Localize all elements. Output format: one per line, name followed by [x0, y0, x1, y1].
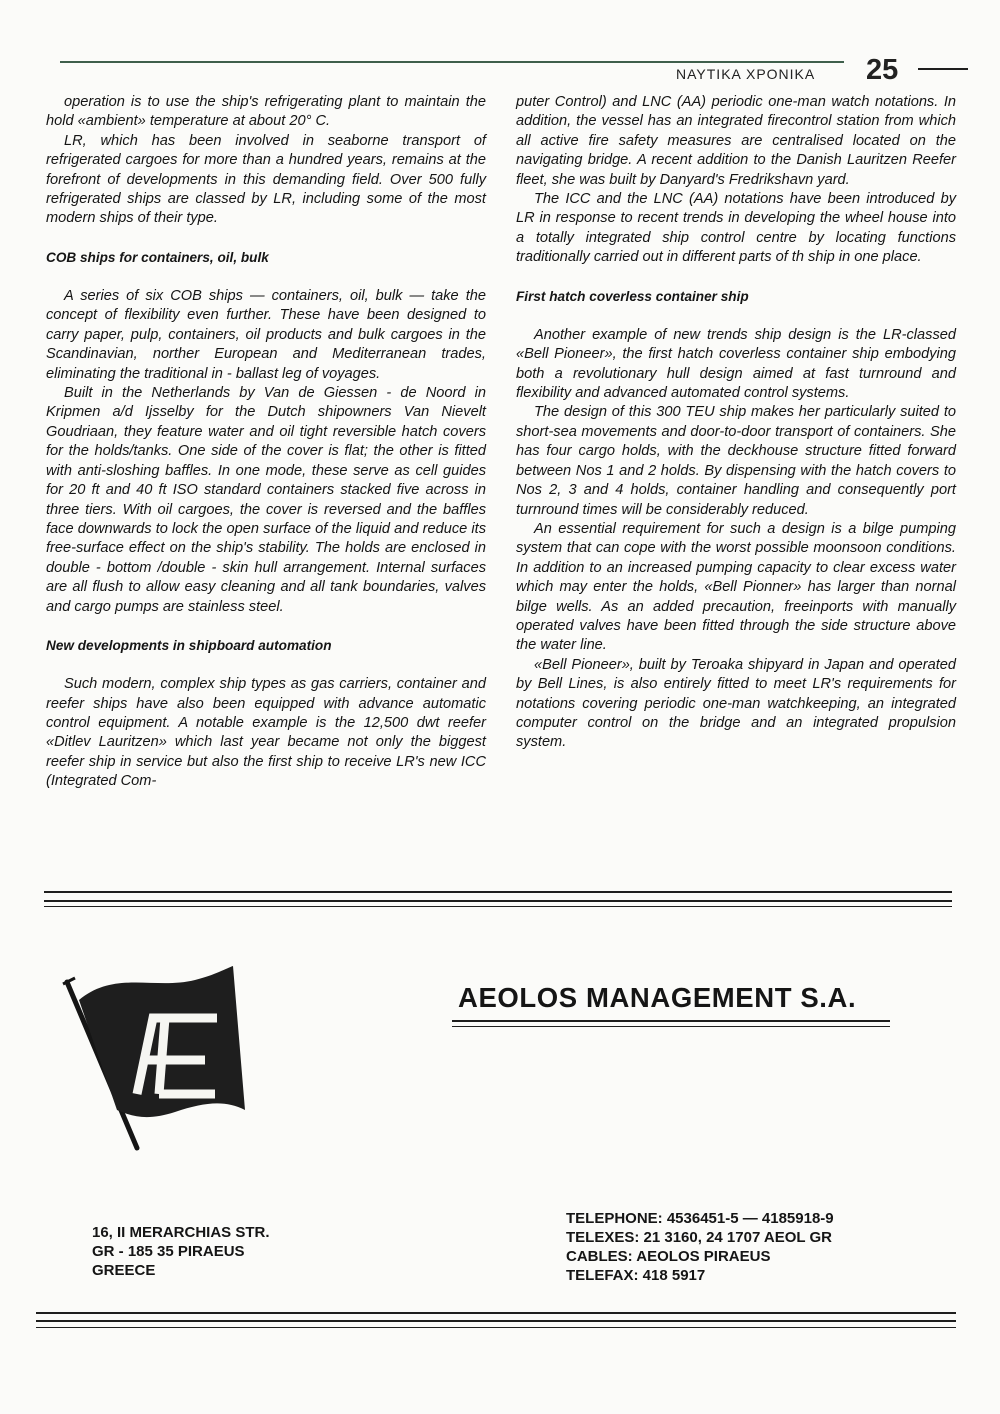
address-block	[92, 1223, 270, 1280]
advert-rule-bottom-3	[36, 1327, 956, 1328]
paragraph: The ICC and the LNC (AA) notations have been introduced by LR in response to recent trends in developing the wheel house into a totally integrated ship control centre by locating functions traditionally carried out in different parts of th ship in one place.	[516, 191, 956, 266]
address-line: GREECE	[92, 1262, 156, 1279]
telephone: TELEPHONE: 4536451-5 — 4185918-9	[566, 1210, 834, 1227]
advert-rule-bottom-2	[36, 1320, 956, 1322]
page-number: 25	[866, 54, 899, 86]
telexes: TELEXES: 21 3160, 24 1707 AEOL GR	[566, 1229, 832, 1246]
cables: CABLES: AEOLOS PIRAEUS	[566, 1248, 771, 1265]
header-rule-left	[60, 61, 844, 63]
contacts-block	[566, 1209, 834, 1285]
paragraph: Another example of new trends ship design is the LR-classed «Bell Pioneer», the first hatch coverless container ship embodying both a revolutionary hull design aimed at fast turnround and flexibility and advanced automated control systems.	[516, 326, 956, 402]
flag-logo	[55, 960, 255, 1160]
paragraph: A series of six COB ships — containers, oil, bulk — take the concept of flexibility even further. These have been designed to carry paper, pulp, containers, oil products and bulk cargoes in the Scandinavian, norther European and Mediterranean trades, eliminating the traditional in - ballast leg of voyages.	[46, 288, 486, 382]
section-heading: New developments in shipboard automation	[46, 638, 332, 654]
company-name: AEOLOS MANAGEMENT S.A.	[458, 982, 857, 1013]
address-line: GR - 185 35 PIRAEUS	[92, 1243, 245, 1260]
paragraph: «Bell Pioneer», built by Teroaka shipyard in Japan and operated by Bell Lines, is also entirely fitted to meet LR's requirements for notations covering periodic one-man watchkeeping, an integrated computer control on the bridge and an integrated propulsion system.	[516, 656, 956, 751]
paragraph: operation is to use the ship's refrigerating plant to maintain the hold «ambient» temperature at about 20° C.	[46, 94, 486, 130]
paragraph: Built in the Netherlands by Van de Giessen - de Noord in Kripmen a/d Ijsselby for the Dutch shipowners Van Nievelt Goudriaan, they feature water and oil tight reversible hatch covers for the holds/tanks. One side of the cover is flat; the other is fitted with anti-sloshing baffles. In one mode, these serve as cell guides for 20 ft and 40 ft ISO standard containers stacked five across in three tiers. With oil cargoes, the cover is reversed and the baffles face downwards to lock the open surface of the liquid and reduce its free-surface effect on the ship's stability. The holds are enclosed in double - bottom /double - skin hull arrangement. Internal surfaces are all flush to allow easy cleaning and all tank boundaries, valves and cargo pumps are stainless steel.	[46, 385, 486, 615]
article-right-column	[516, 93, 956, 753]
company-rule-1	[452, 1020, 890, 1022]
paragraph: puter Control) and LNC (AA) periodic one-man watch notations. In addition, the vessel has an integrated firecontrol station from which all active fire safety measures are centralised located on the navigating bridge. A recent addition to the Danish Lauritzen Reefer fleet, she was built by Danyard's Fredrikshavn yard.	[516, 94, 956, 188]
section-heading: COB ships for containers, oil, bulk	[46, 250, 269, 266]
section-heading: First hatch coverless container ship	[516, 289, 749, 305]
publication-name: ΝΑΥΤΙΚΑ ΧΡΟΝΙΚΑ	[676, 66, 816, 82]
company-rule-2	[452, 1026, 890, 1027]
paragraph: LR, which has been involved in seaborne transport of refrigerated cargoes for more than a hundred years, remains at the forefront of developments in this demanding field. Over 500 fully refrigerated ships are classed by LR, including some of the most modern ships of their type.	[46, 132, 486, 227]
paragraph: An essential requirement for such a design is a bilge pumping system that can cope with the worst possible moonsoon conditions. In addition to an increased pumping capacity to clear excess water which may enter the holds, «Bell Pionner» has larger than nornal bilge wells. As an added precaution, freeinports with manually operated valves have been fitted through the side structure above the water line.	[516, 520, 956, 654]
paragraph: Such modern, complex ship types as gas carriers, container and reefer ships have also been equipped with advance automatic control equipment. A notable example is the 12,500 dwt reefer «Ditlev Lauritzen» which last year became not only the biggest reefer ship in service but also the first ship to receive LR's new ICC (Integrated Com-	[46, 676, 486, 790]
article-left-column	[46, 93, 486, 792]
address-line: 16, II MERARCHIAS STR.	[92, 1224, 270, 1241]
advert-rule-top-3	[44, 906, 952, 907]
advert-rule-top-2	[44, 900, 952, 902]
header-rule-right	[918, 68, 968, 70]
telefax: TELEFAX: 418 5917	[566, 1267, 706, 1284]
advert-rule-top-1	[44, 891, 952, 893]
advert-rule-bottom-1	[36, 1312, 956, 1314]
paragraph: The design of this 300 TEU ship makes her particularly suited to short-sea movements and door-to-door transport of containers. She has four cargo holds, with the deckhouse structure fitted forward between Nos 1 and 2 holds. By dispensing with the hatch covers to Nos 2, 3 and 4 holds, container handling and consequently port turnround times will be considerably reduced.	[516, 404, 956, 518]
